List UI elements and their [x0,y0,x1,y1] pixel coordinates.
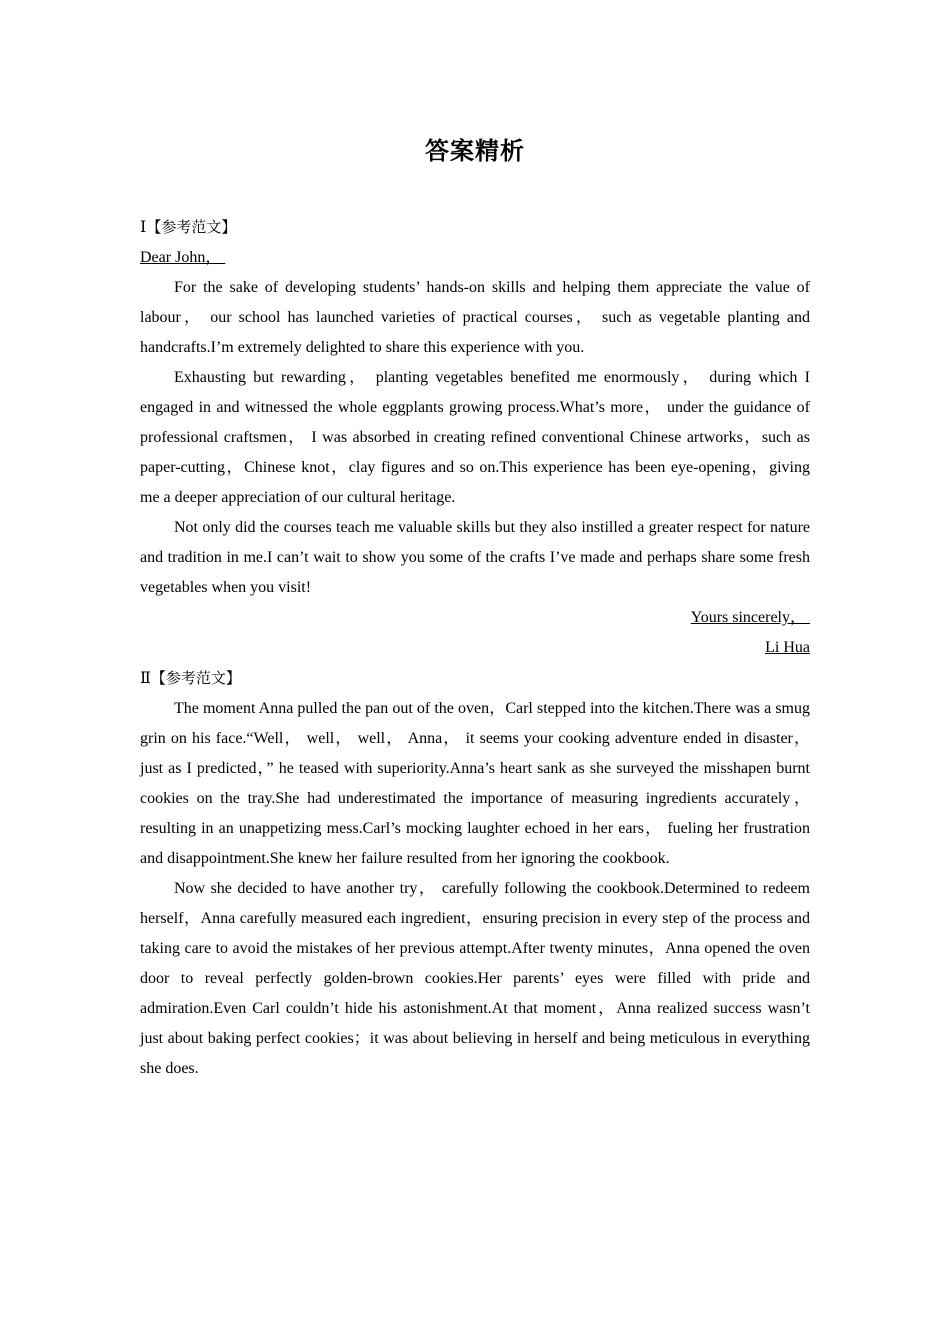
section-label-1: 【参考范文】 [146,218,237,236]
section-heading-2 [140,663,810,694]
letter-paragraph-3: Not only did the courses teach me valuable skills but they also instilled a greater respect for nature and tradition in me.I can’t wait to show you some of the crafts I’ve made and perhaps share some fresh vegetables when you visit! [140,519,810,596]
section-heading-1 [140,212,810,243]
letter-paragraph-2: Exhausting but rewarding， planting vegetables benefited me enormously， during which I engaged in and witnessed the whole eggplants growing process.What’s more， under the guidance of professional craftsmen， I was absorbed in creating refined conventional Chinese artworks，such as paper-cutting，Chinese knot，clay figures and so on.This experience has been eye-opening，giving me a deeper appreciation of our cultural heritage. [140,369,810,506]
section-label-2: 【参考范文】 [150,669,241,687]
letter-signature: Li Hua [765,639,810,656]
section-numeral-1: Ⅰ [140,219,147,236]
page-title: 答案精析 [425,137,525,165]
document-body [140,212,810,1084]
story-paragraph-2: Now she decided to have another try， carefully following the cookbook.Determined to redeem herself，Anna carefully measured each ingredient，ensuring precision in every step of the process and taking care to avoid the mistakes of her previous attempt.After twenty minutes，Anna opened the oven door to reveal perfectly golden-brown cookies.Her parents’ eyes were filled with pride and admiration.Even Carl couldn’t hide his astonishment.At that moment，Anna realized success wasn’t just about baking perfect cookies；it was about believing in herself and being meticulous in everything she does. [140,880,810,1077]
letter-closing: Yours sincerely， [690,609,810,626]
story-paragraph-1: The moment Anna pulled the pan out of the oven，Carl stepped into the kitchen.There was a smug grin on his face.“Well， well， well， Anna， it seems your cooking adventure ended in disaster， just as I predicted，” he teased with superiority.Anna’s heart sank as she surveyed the misshapen burnt cookies on the tray.She had underestimated the importance of measuring ingredients accurately，resulting in an unappetizing mess.Carl’s mocking laughter echoed in her ears， fueling her frustration and disappointment.She knew her failure resulted from her ignoring the cookbook. [140,700,810,867]
letter-paragraph-1: For the sake of developing students’ hands-on skills and helping them appreciate the value of labour， our school has launched varieties of practical courses， such as vegetable planting and handcrafts.I’m extremely delighted to share this experience with you. [140,279,810,356]
letter-salutation: Dear John， [140,249,226,266]
section-numeral-2: Ⅱ [140,670,151,687]
